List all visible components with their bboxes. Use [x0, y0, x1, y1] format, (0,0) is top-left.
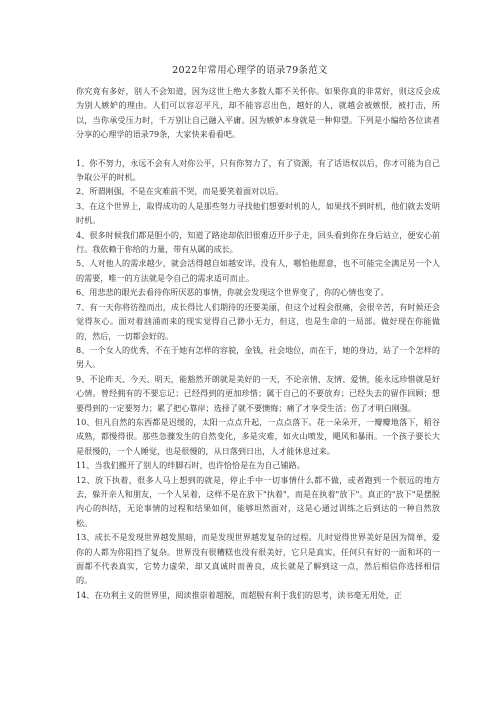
quote-paragraph-12: 12、放下执着，很多人马上想到的就是，停止手中一切事情什么都不做，或者跑到一个很远的地方去，躲开亲人和朋友，一个人呆着，这样不是在放下"执着"，而是在执着"放下"。真正的"放下"是摆脱内心的纠结，无论事情的过程和结果如何，能够坦然面对，这是心通过训练之后到达的一种自然放松。 — [76, 474, 440, 528]
document-title: 2022年常用心理学的语录79条范文 — [172, 65, 328, 76]
quote-paragraph-2: 2、所谓刚强，不是在灾难前不哭，而是要笑着面对以后。 — [76, 186, 284, 197]
quote-paragraph-13: 13、成长不是发现世界越发黑暗，而是发现世界越发复杂的过程。儿时觉得世界美好是因为简单，爱你的人都为你阻挡了复杂。世界没有很糟糕也没有很美好，它只是真实，任何只有好的一面和坏的一面都不代表真实，它势力虚荣，却又真诚时而善良，成长就是了解到这一点，然后相信你选择相信的。 — [76, 532, 440, 586]
quote-paragraph-1: 1、你不努力，永远不会有人对你公平，只有你努力了，有了资源，有了话语权以后，你才可能为自己争取公平的时机。 — [76, 157, 440, 183]
quote-paragraph-14: 14、在功利主义的世界里，阅读推崇着超脱，而超脱有利于我们的思考，读书毫无用处，正 — [76, 589, 402, 600]
quote-paragraph-5: 5、人对他人的需求越少，就会活得越自如越安详。没有人，哪怕他愿意，也不可能完全满足另一个人的需要，唯一的方法就是令自己的需求适可而止。 — [76, 258, 440, 283]
quote-paragraph-4: 4、很多时候我们都是胆小的，知道了路途却依旧很难迈开步子走，回头看到你在身后站立，便安心前行。我依赖于你给的力量，带有从属的成长。 — [76, 229, 440, 255]
quote-paragraph-8: 8、一个女人的优秀，不在于她有怎样的容貌，金钱，社会地位，而在于，她的身边，站了一个怎样的男人。 — [76, 344, 440, 370]
quote-paragraph-7: 7、有一天你将彷徨而出，成长得比人们期待的还要美丽，但这个过程会很痛，会很辛苦，有时候还会觉得灰心。面对着汹涌而来的现实觉得自己渺小无力，但这，也是生命的一局部。做好现在你能做的，然后，一切都会好的。 — [76, 301, 440, 341]
quote-paragraph-9: 9、不论昨天、今天、明天，能豁然开朗就是美好的一天，不论亲情、友情、爱情，能永远珍惜就是好心情。曾经拥有的不要忘记；已经得到的更加珍惜；属于自己的不要放弃；已经失去的留作回顾；想要得到的一定要努力；累了把心靠岸；选择了就不要懊悔；痛了才享受生活；伤了才明白刚强。 — [76, 373, 440, 413]
quote-paragraph-10: 10、但凡自然的东西都是迟缓的，太阳一点点升起，一点点落下。花一朵朵开，一瓣瓣地落下，稻谷成熟，都慢得很。那些急骤发生的自然变化，多是灾难，如火山喷发，飓风和暴雨。一个孩子要长大是很慢的，一个人睡觉，也是很慢的，从日落到日出，人才能休息过来。 — [76, 416, 440, 456]
document-body — [76, 84, 440, 602]
quote-paragraph-3: 3、在这个世界上，取得成功的人是那些努力寻找他们想要时机的人，如果找不到时机，他们就去发明时机。 — [76, 200, 440, 226]
intro-paragraph: 你究竟有多好，别人不会知道，因为这世上绝大多数人都不关怀你。如果你真的非常好，则这反会成为别人嫉妒的理由。人们可以容忍平凡，却不能容忍出色，越好的人，就越会被嫉恨，被打击，所以，当你承受压力时，千万别让自己融入平庸。因为嫉妒本身就是一种仰望。下列是小编给各位读者分享的心理学的语录79条，大家快来看看吧。 — [76, 86, 440, 140]
quote-paragraph-6: 6、用悲悲的眼光去看待你所厌恶的事情，你就会发现这个世界变了，你的心情也变了。 — [76, 287, 389, 298]
quote-paragraph-11: 11、当我们搬开了别人的绊脚石时，也许恰恰是在为自己铺路。 — [76, 460, 305, 471]
